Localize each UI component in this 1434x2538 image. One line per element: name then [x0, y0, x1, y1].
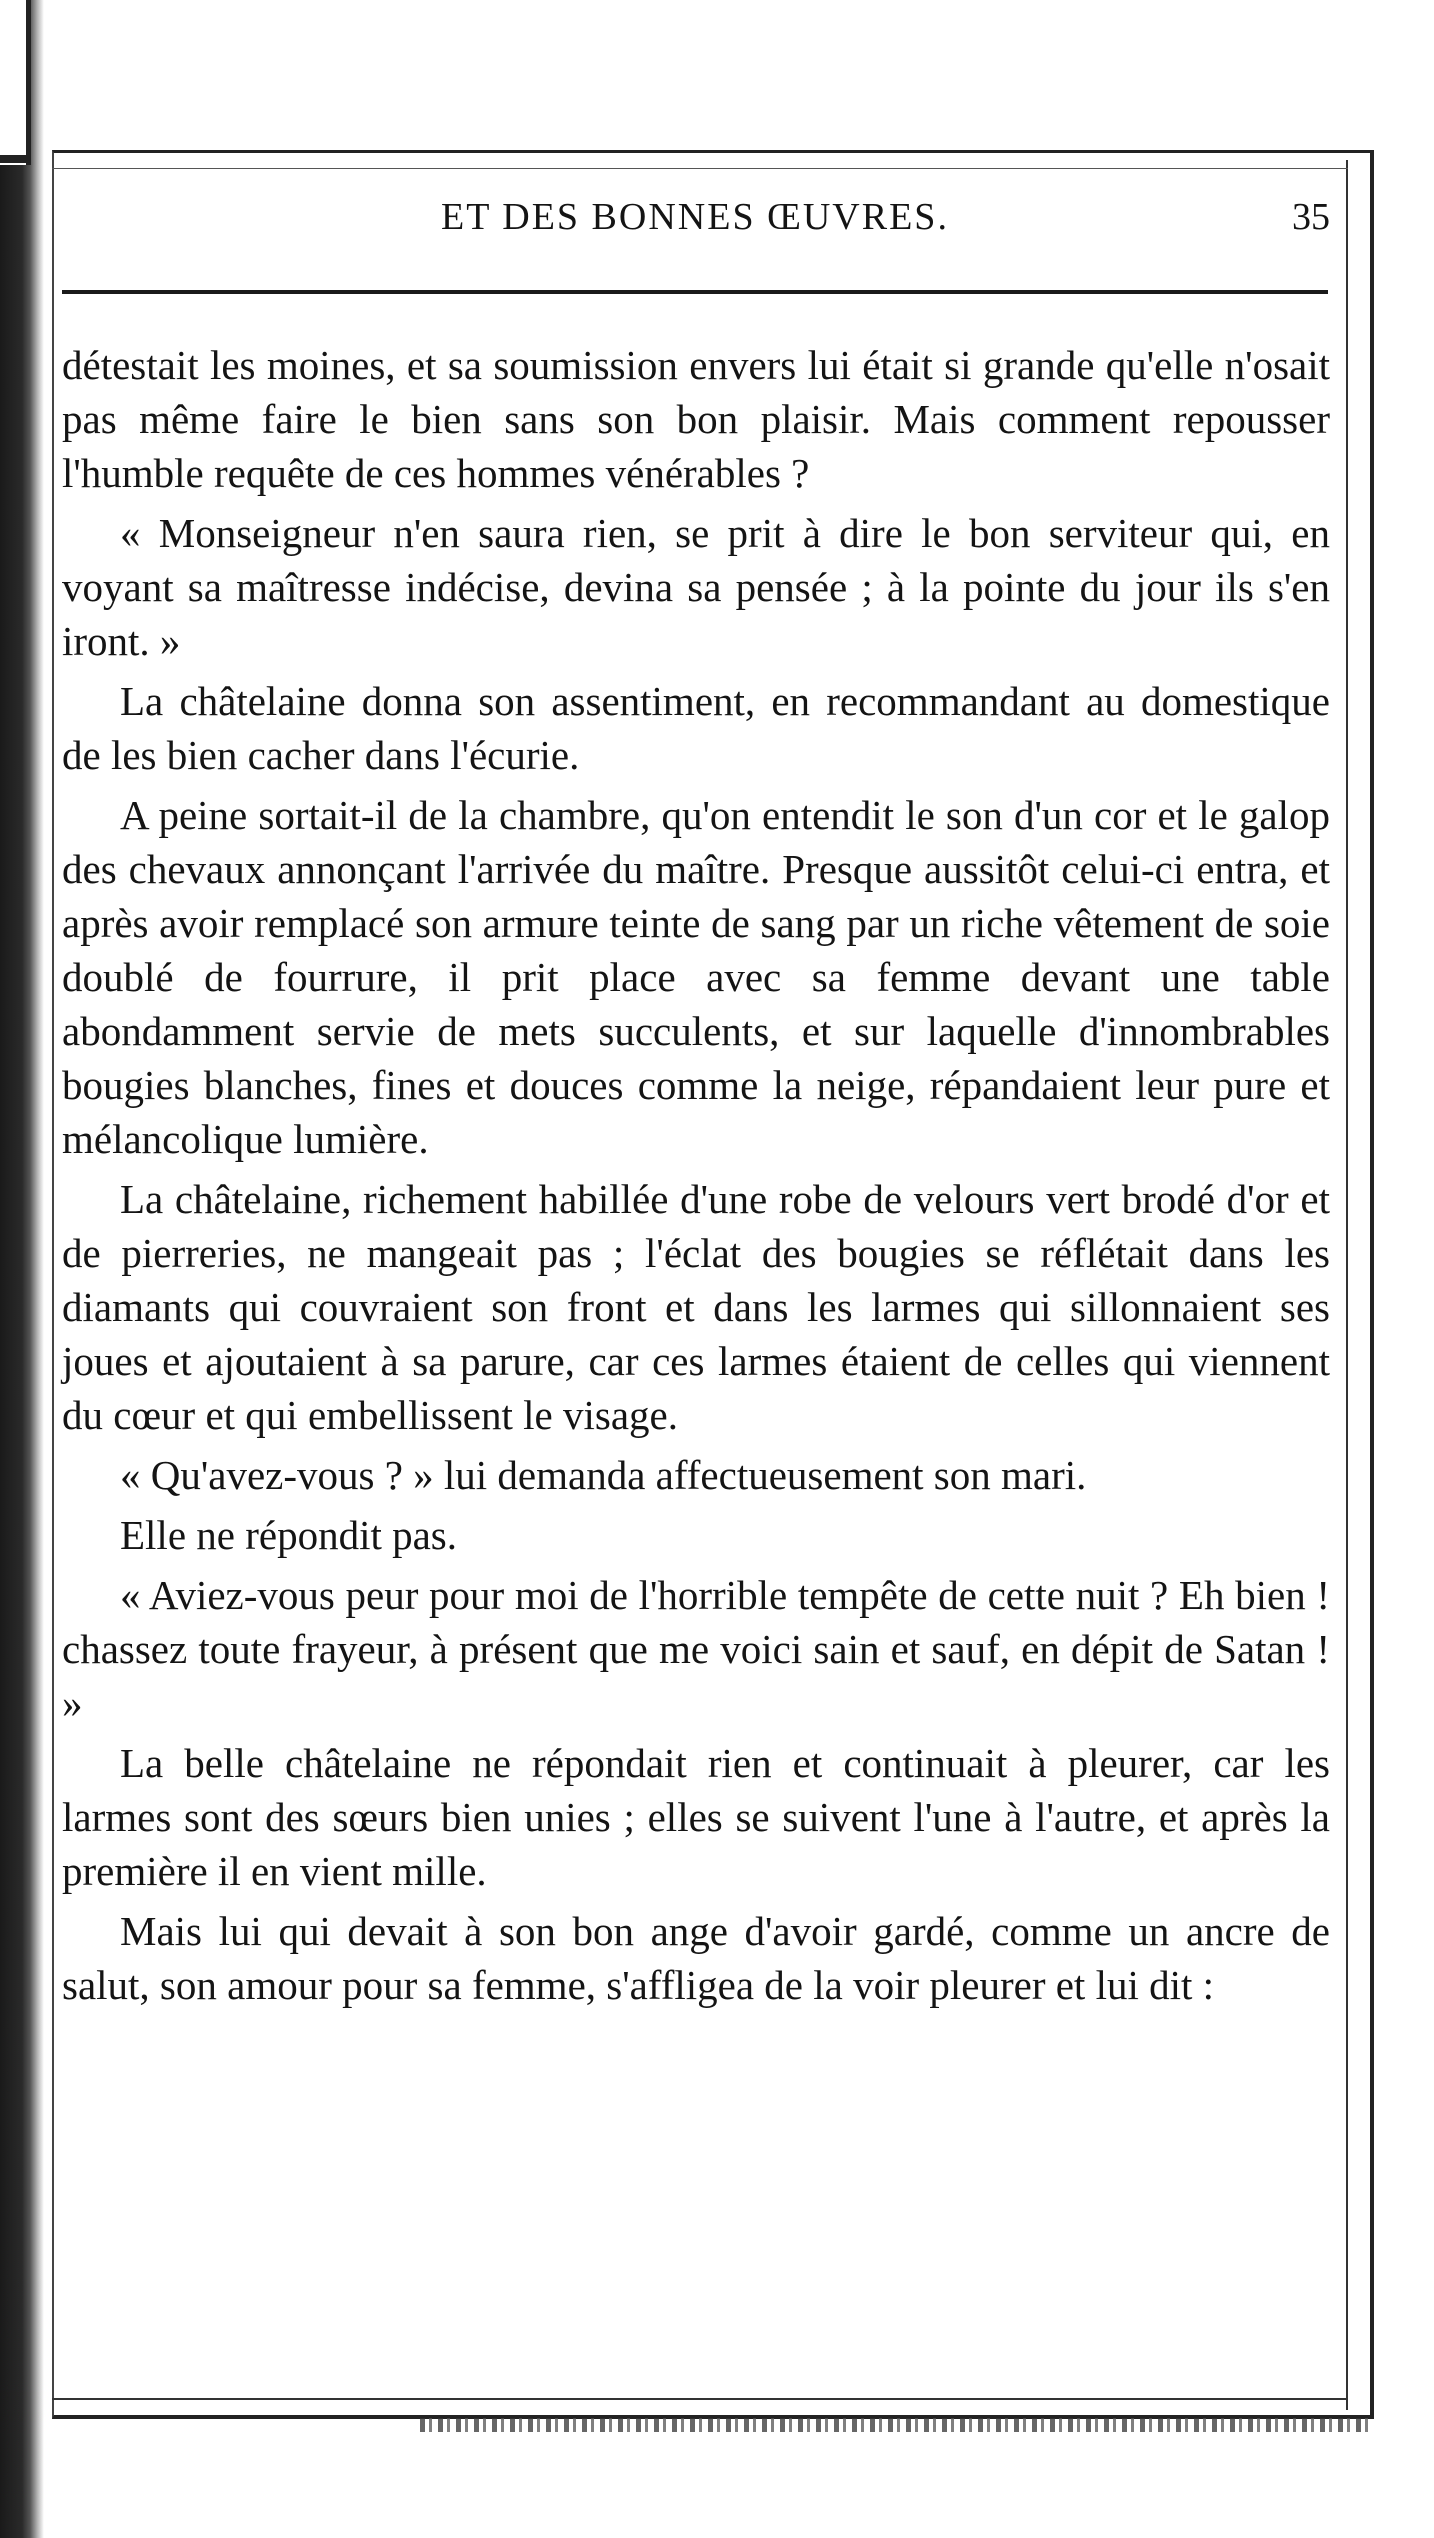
paragraph-9: La belle châtelaine ne répondait rien et continuait à pleurer, car les larmes sont des sœurs bien unies ; elles se suivent l'une à l'autre, et après la première il en vient mille.	[62, 1740, 1330, 1894]
running-head	[60, 190, 1330, 250]
page-frame-inner-right-rule	[1346, 160, 1348, 2410]
bottom-edge-print-noise	[420, 2418, 1370, 2432]
paragraph-3: La châtelaine donna son assentiment, en recommandant au domestique de les bien cacher dans l'écurie.	[62, 678, 1330, 778]
paragraph-8: « Aviez-vous peur pour moi de l'horrible tempête de cette nuit ? Eh bien ! chassez toute frayeur, à présent que me voici sain et sauf, en dépit de Satan ! »	[62, 1572, 1330, 1726]
paragraph-6: « Qu'avez-vous ? » lui demanda affectueusement son mari.	[120, 1452, 1087, 1498]
page-frame-inner-bottom-rule	[52, 2398, 1348, 2400]
book-spine-edge	[0, 0, 44, 2538]
header-rule	[62, 290, 1328, 294]
paragraph-7: Elle ne répondit pas.	[120, 1512, 458, 1558]
paragraph-2: « Monseigneur n'en saura rien, se prit à dire le bon serviteur qui, en voyant sa maîtresse indécise, devina sa pensée ; à la pointe du jour ils s'en iront. »	[62, 510, 1330, 664]
running-head-title: ET DES BONNES ŒUVRES.	[441, 196, 949, 238]
spine-top-notch	[0, 0, 31, 165]
paragraph-4: A peine sortait-il de la chambre, qu'on entendit le son d'un cor et le galop des chevaux annonçant l'arrivée du maître. Presque aussitôt celui-ci entra, et après avoir remplacé son armure teinte de sang par un riche vêtement de soie doublé de fourrure, il prit place avec sa femme devant une table abondamment servie de mets succulents, et sur laquelle d'innombrables bougies blanches, fines et douces comme la neige, répandaient leur pure et mélancolique lumière.	[62, 792, 1330, 1162]
body-text	[62, 338, 1330, 2018]
paragraph-1: détestait les moines, et sa soumission envers lui était si grande qu'elle n'osait pas même faire le bien sans son bon plaisir. Mais comment repousser l'humble requête de ces hommes vénérables ?	[62, 342, 1330, 496]
spine-cut-mark	[0, 155, 30, 163]
page-frame-inner-top-rule	[52, 168, 1348, 169]
paragraph-5: La châtelaine, richement habillée d'une robe de velours vert brodé d'or et de pierreries, ne mangeait pas ; l'éclat des bougies se réflétait dans les diamants qui couvraient son front et dans les larmes qui sillonnaient ses joues et ajoutaient à sa parure, car ces larmes étaient de celles qui viennent du cœur et qui embellissent le visage.	[62, 1176, 1330, 1438]
paragraph-10: Mais lui qui devait à son bon ange d'avoir gardé, comme un ancre de salut, son amour pour sa femme, s'affligea de la voir pleurer et lui dit :	[62, 1908, 1330, 2008]
page-number: 35	[1292, 196, 1330, 238]
